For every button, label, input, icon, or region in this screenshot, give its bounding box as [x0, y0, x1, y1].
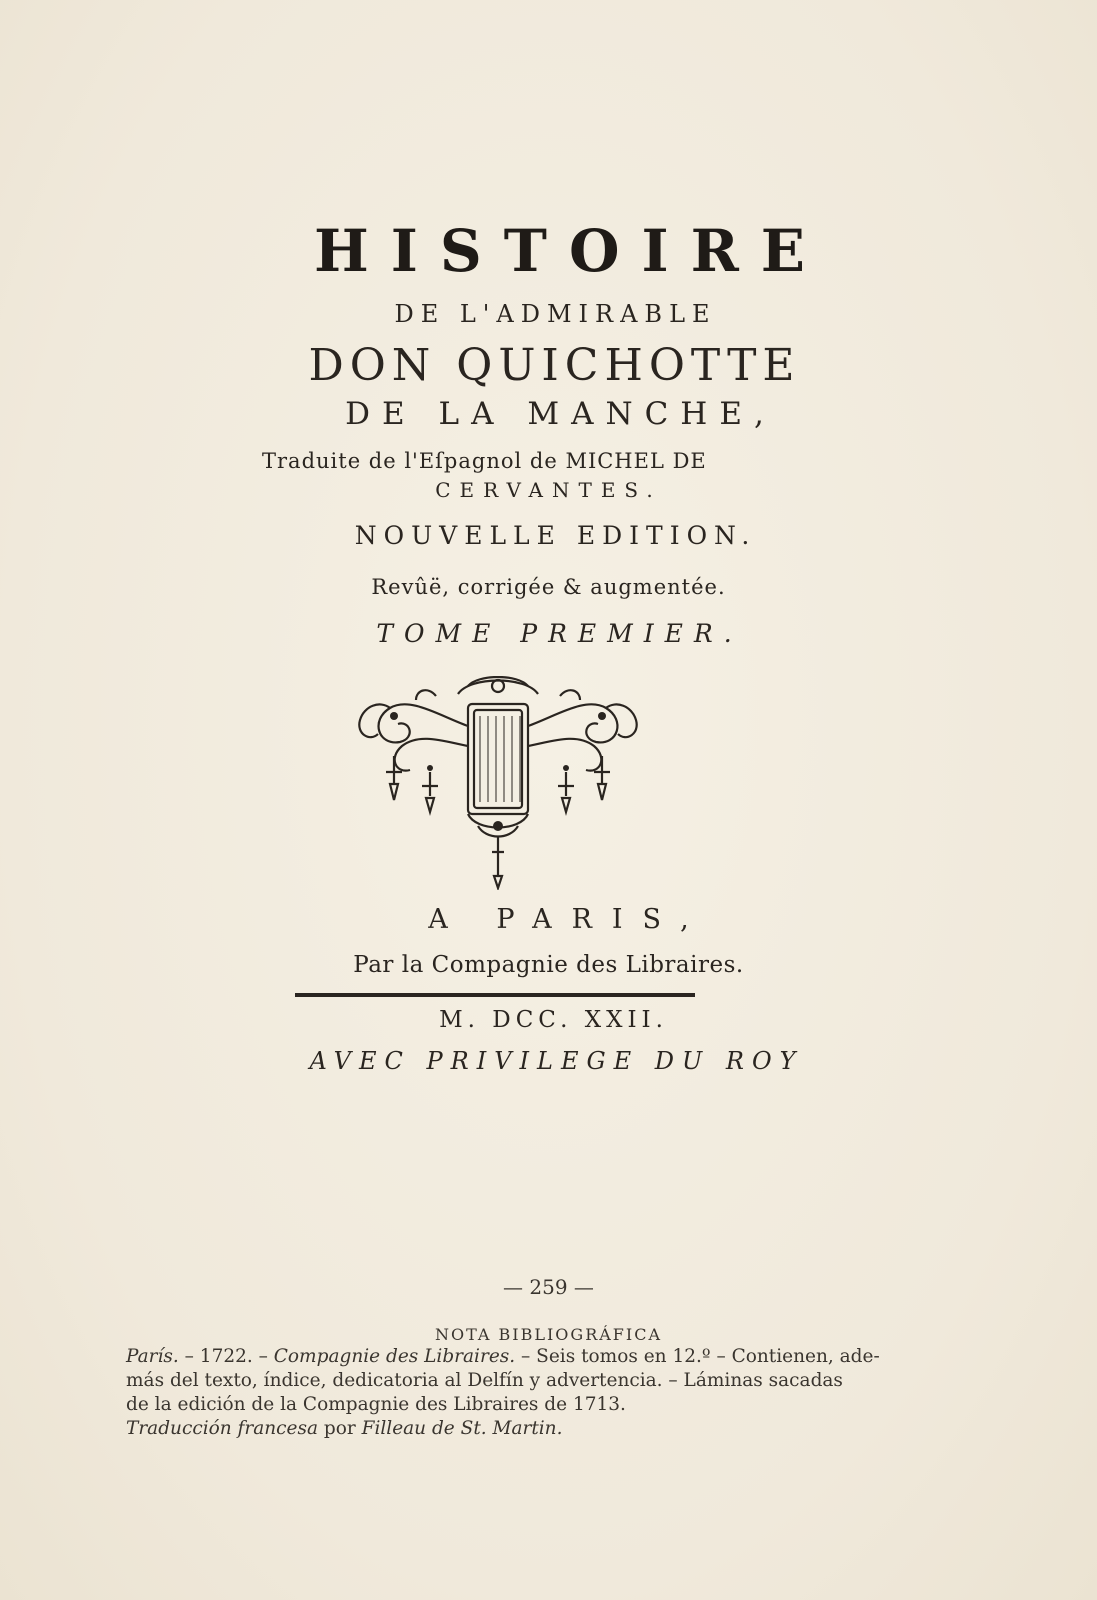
note-line-4: [126, 1417, 888, 1441]
horizontal-rule: [295, 993, 695, 997]
note-separator: – 1722. –: [178, 1346, 274, 1367]
bibliographic-note: [126, 1345, 888, 1441]
ornament-vignette-icon: [350, 676, 646, 890]
year-line: M. DCC. XXII.: [439, 1007, 668, 1033]
note-translation-label: Traducción francesa: [126, 1418, 319, 1439]
note-by: por: [318, 1418, 362, 1439]
note-rest: – Seis tomos en 12.º – Contienen, ade-: [515, 1346, 880, 1367]
edition-line: NOUVELLE EDITION.: [354, 521, 757, 550]
volume-line: TOME PREMIER.: [376, 619, 743, 648]
note-publisher: Compagnie des Libraires.: [273, 1346, 516, 1367]
note-line-1: [126, 1345, 888, 1369]
subtitle-line-3: DE LA MANCHE,: [345, 396, 776, 432]
note-translator: Filleau de St. Martin.: [361, 1418, 563, 1439]
note-line-2: más del texto, índice, dedicatoria al Delfín y advertencia. – Láminas sacadas: [126, 1370, 843, 1391]
translation-line-1: Traduite de l'Eſpagnol de MICHEL DE: [262, 449, 707, 473]
privilege-line: AVEC PRIVILEGE DU ROY: [309, 1047, 804, 1075]
revision-line: Revûë, corrigée & augmentée.: [371, 575, 726, 599]
translation-line-2: CERVANTES.: [435, 478, 662, 502]
subtitle-line-2: DON QUICHOTTE: [308, 340, 801, 391]
note-heading: NOTA BIBLIOGRÁFICA: [434, 1325, 663, 1344]
page-number: — 259 —: [503, 1275, 594, 1299]
note-place: París.: [126, 1346, 179, 1367]
note-line-3: de la edición de la Compagnie des Libraires de 1713.: [126, 1394, 626, 1415]
book-title: HISTOIRE: [313, 217, 828, 285]
subtitle-line-1: DE L'ADMIRABLE: [394, 300, 717, 328]
place-line: A PARIS,: [428, 904, 709, 935]
publisher-line: Par la Compagnie des Libraires.: [353, 952, 744, 978]
